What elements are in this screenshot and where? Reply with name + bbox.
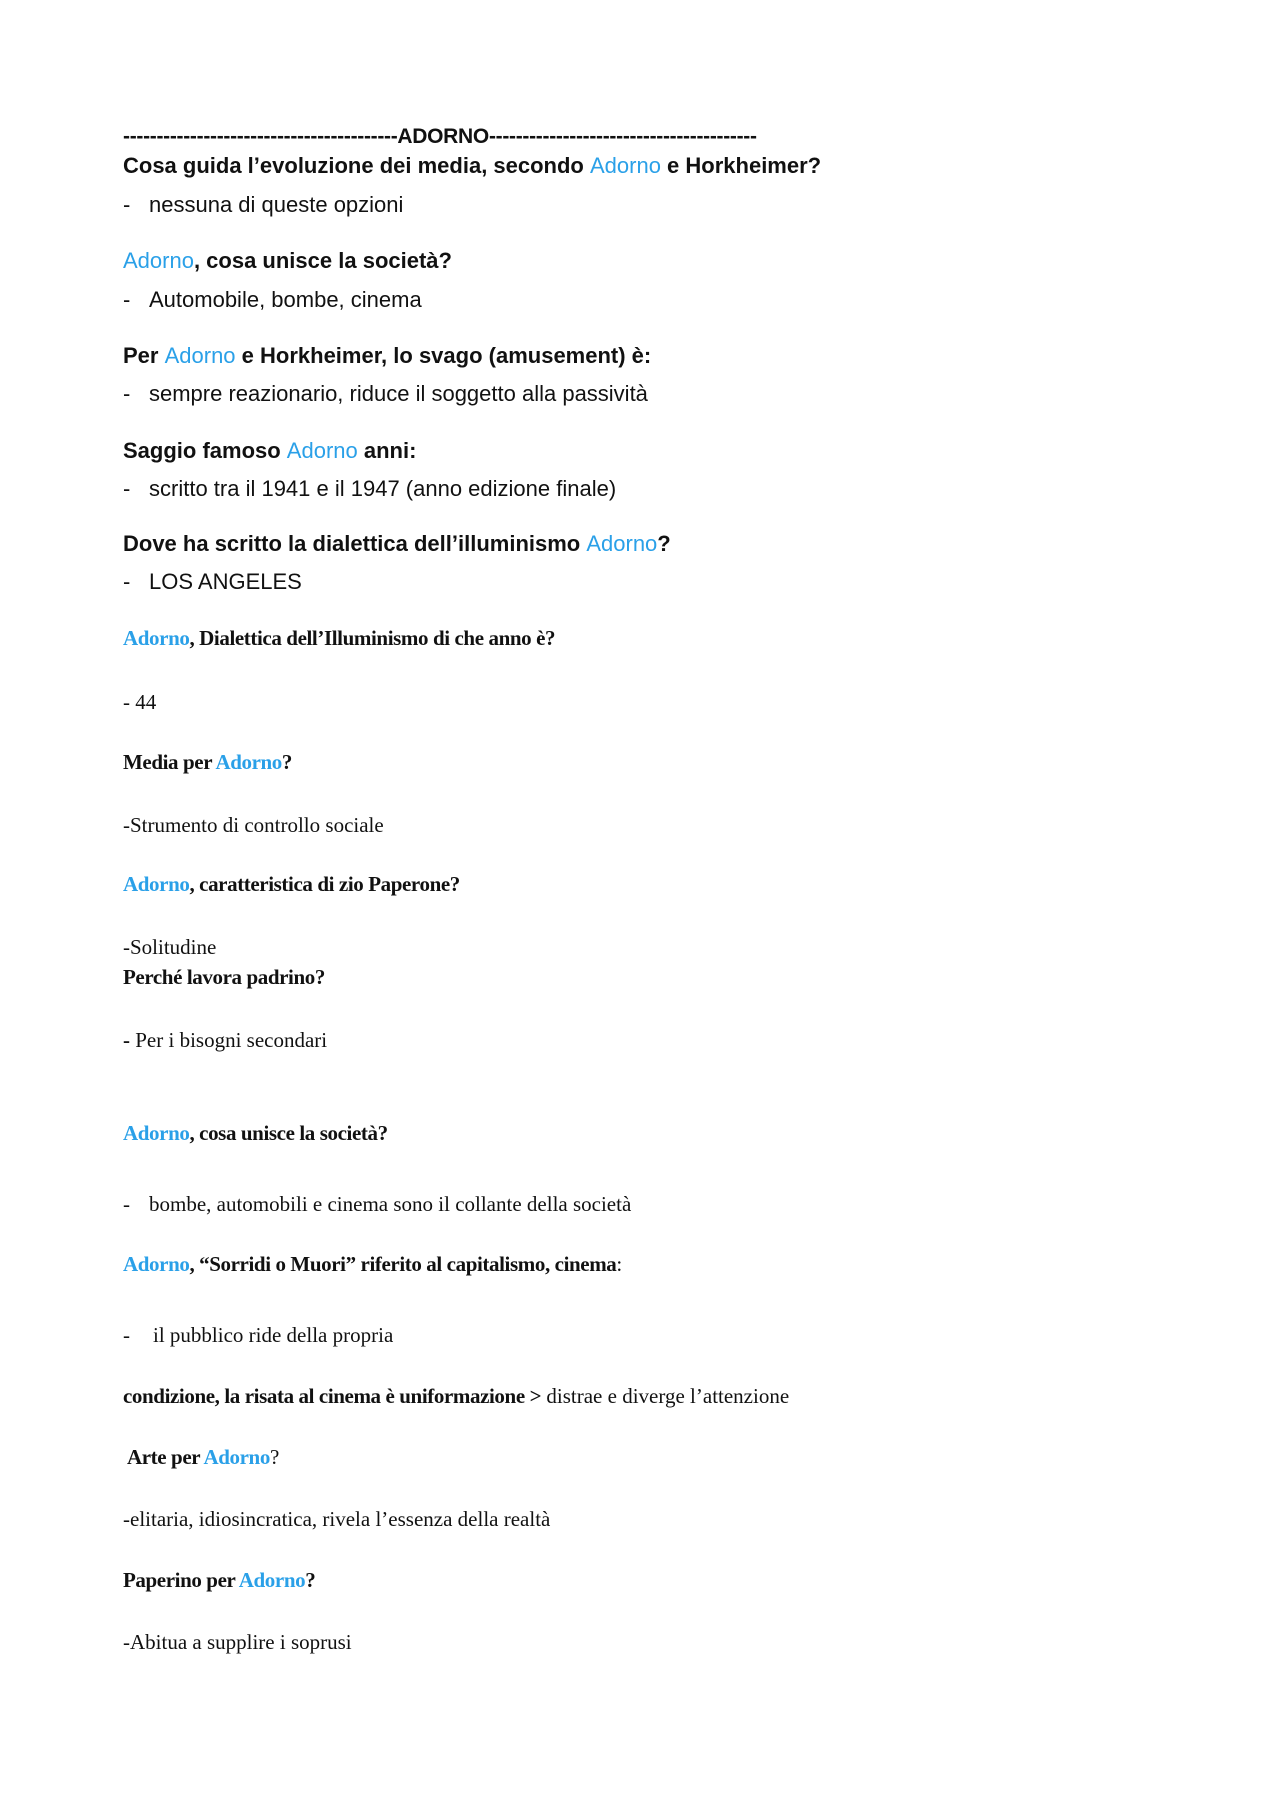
question-3 (123, 438, 416, 464)
bullet-dash: - (123, 476, 131, 501)
answer-text: Automobile, bombe, cinema (149, 287, 422, 312)
question-text: Cosa guida l’evoluzione dei media, secondo (123, 153, 590, 178)
header-dashes-right: ---------------------------------------- (488, 125, 757, 148)
question-text: ? (657, 531, 671, 556)
answer-0 (123, 192, 403, 218)
highlight-adorno: Adorno (215, 750, 282, 774)
question-1 (123, 248, 452, 274)
answer-text: Per i bisogni secondari (130, 1028, 328, 1052)
question-0 (123, 153, 821, 179)
question-text: Dove ha scritto la dialettica dell’illuminismo (123, 531, 587, 556)
answer-text: distrae e diverge l’attenzione (541, 1384, 790, 1408)
question-text: , cosa unisce la società? (193, 248, 452, 273)
question-12 (127, 1445, 279, 1470)
question-11 (123, 1384, 789, 1409)
answer-6: -Strumento di controllo sociale (123, 813, 384, 837)
question-text: e Horkheimer, lo svago (amusement) è: (235, 343, 652, 368)
question-text: Media per (123, 750, 216, 774)
question-tail: ? (269, 1445, 279, 1469)
question-13 (123, 1568, 315, 1593)
question-text: Paperino per (123, 1568, 239, 1592)
question-10 (123, 1252, 622, 1277)
highlight-adorno: Adorno (589, 153, 661, 178)
highlight-adorno: Adorno (238, 1568, 306, 1592)
question-7 (123, 872, 460, 897)
question-text: anni: (357, 438, 417, 463)
highlight-adorno: Adorno (123, 1121, 190, 1145)
question-8 (123, 965, 325, 990)
highlight-adorno: Adorno (164, 343, 236, 368)
question-text: , “Sorridi o Muori” riferito al capitalismo, cinema (189, 1252, 617, 1276)
answer-9 (123, 1192, 631, 1217)
header-dashes-left: ----------------------------------------- (123, 125, 398, 148)
bullet-dash: - (123, 1323, 130, 1347)
question-text: e Horkheimer? (660, 153, 822, 178)
highlight-adorno: Adorno (123, 872, 190, 896)
highlight-adorno: Adorno (286, 438, 358, 463)
answer-4 (123, 569, 302, 595)
question-text: , cosa unisce la società? (189, 1121, 388, 1145)
question-2 (123, 343, 651, 369)
question-text: , Dialettica dell’Illuminismo di che anno è? (189, 626, 556, 650)
answer-text: LOS ANGELES (149, 569, 302, 594)
question-text: Arte per (127, 1445, 204, 1469)
answer-text: il pubblico ride della propria (153, 1323, 394, 1347)
question-text: condizione, la risata al cinema è uniformazione > (123, 1384, 542, 1408)
question-text: Saggio famoso (123, 438, 287, 463)
header-title: ADORNO (397, 125, 489, 148)
answer-8 (123, 1028, 327, 1053)
answer-12: -elitaria, idiosincratica, rivela l’essenza della realtà (123, 1507, 551, 1531)
highlight-adorno: Adorno (203, 1445, 270, 1469)
highlight-adorno: Adorno (123, 1252, 190, 1276)
bullet-dash: - (123, 287, 131, 312)
answer-text: scritto tra il 1941 e il 1947 (anno edizione finale) (149, 476, 617, 501)
answer-text: sempre reazionario, riduce il soggetto alla passività (149, 381, 648, 406)
bullet-dash: - (123, 381, 131, 406)
bullet-dash: - (123, 1028, 130, 1052)
question-6 (123, 750, 292, 775)
answer-5: - 44 (123, 690, 157, 714)
bullet-dash: - (123, 1192, 130, 1216)
question-5 (123, 626, 555, 651)
answer-text: nessuna di queste opzioni (149, 192, 404, 217)
question-tail: : (616, 1252, 622, 1276)
question-text: Per (123, 343, 165, 368)
answer-13: -Abitua a supplire i soprusi (123, 1630, 352, 1654)
question-text: ? (305, 1568, 316, 1592)
question-4 (123, 531, 671, 557)
answer-2 (123, 381, 648, 407)
question-text: , caratteristica di zio Paperone? (189, 872, 460, 896)
bullet-dash: - (123, 569, 131, 594)
highlight-adorno: Adorno (586, 531, 658, 556)
answer-1 (123, 287, 422, 313)
answer-10 (123, 1323, 393, 1348)
question-text: Perché lavora padrino? (123, 965, 325, 989)
highlight-adorno: Adorno (123, 248, 194, 273)
answer-text: bombe, automobili e cinema sono il collante della società (149, 1192, 632, 1216)
highlight-adorno: Adorno (123, 626, 190, 650)
answer-7: -Solitudine (123, 935, 217, 959)
section-header (123, 125, 757, 149)
question-9 (123, 1121, 388, 1146)
bullet-dash: - (123, 192, 131, 217)
answer-3 (123, 476, 616, 502)
question-text: ? (281, 750, 293, 774)
